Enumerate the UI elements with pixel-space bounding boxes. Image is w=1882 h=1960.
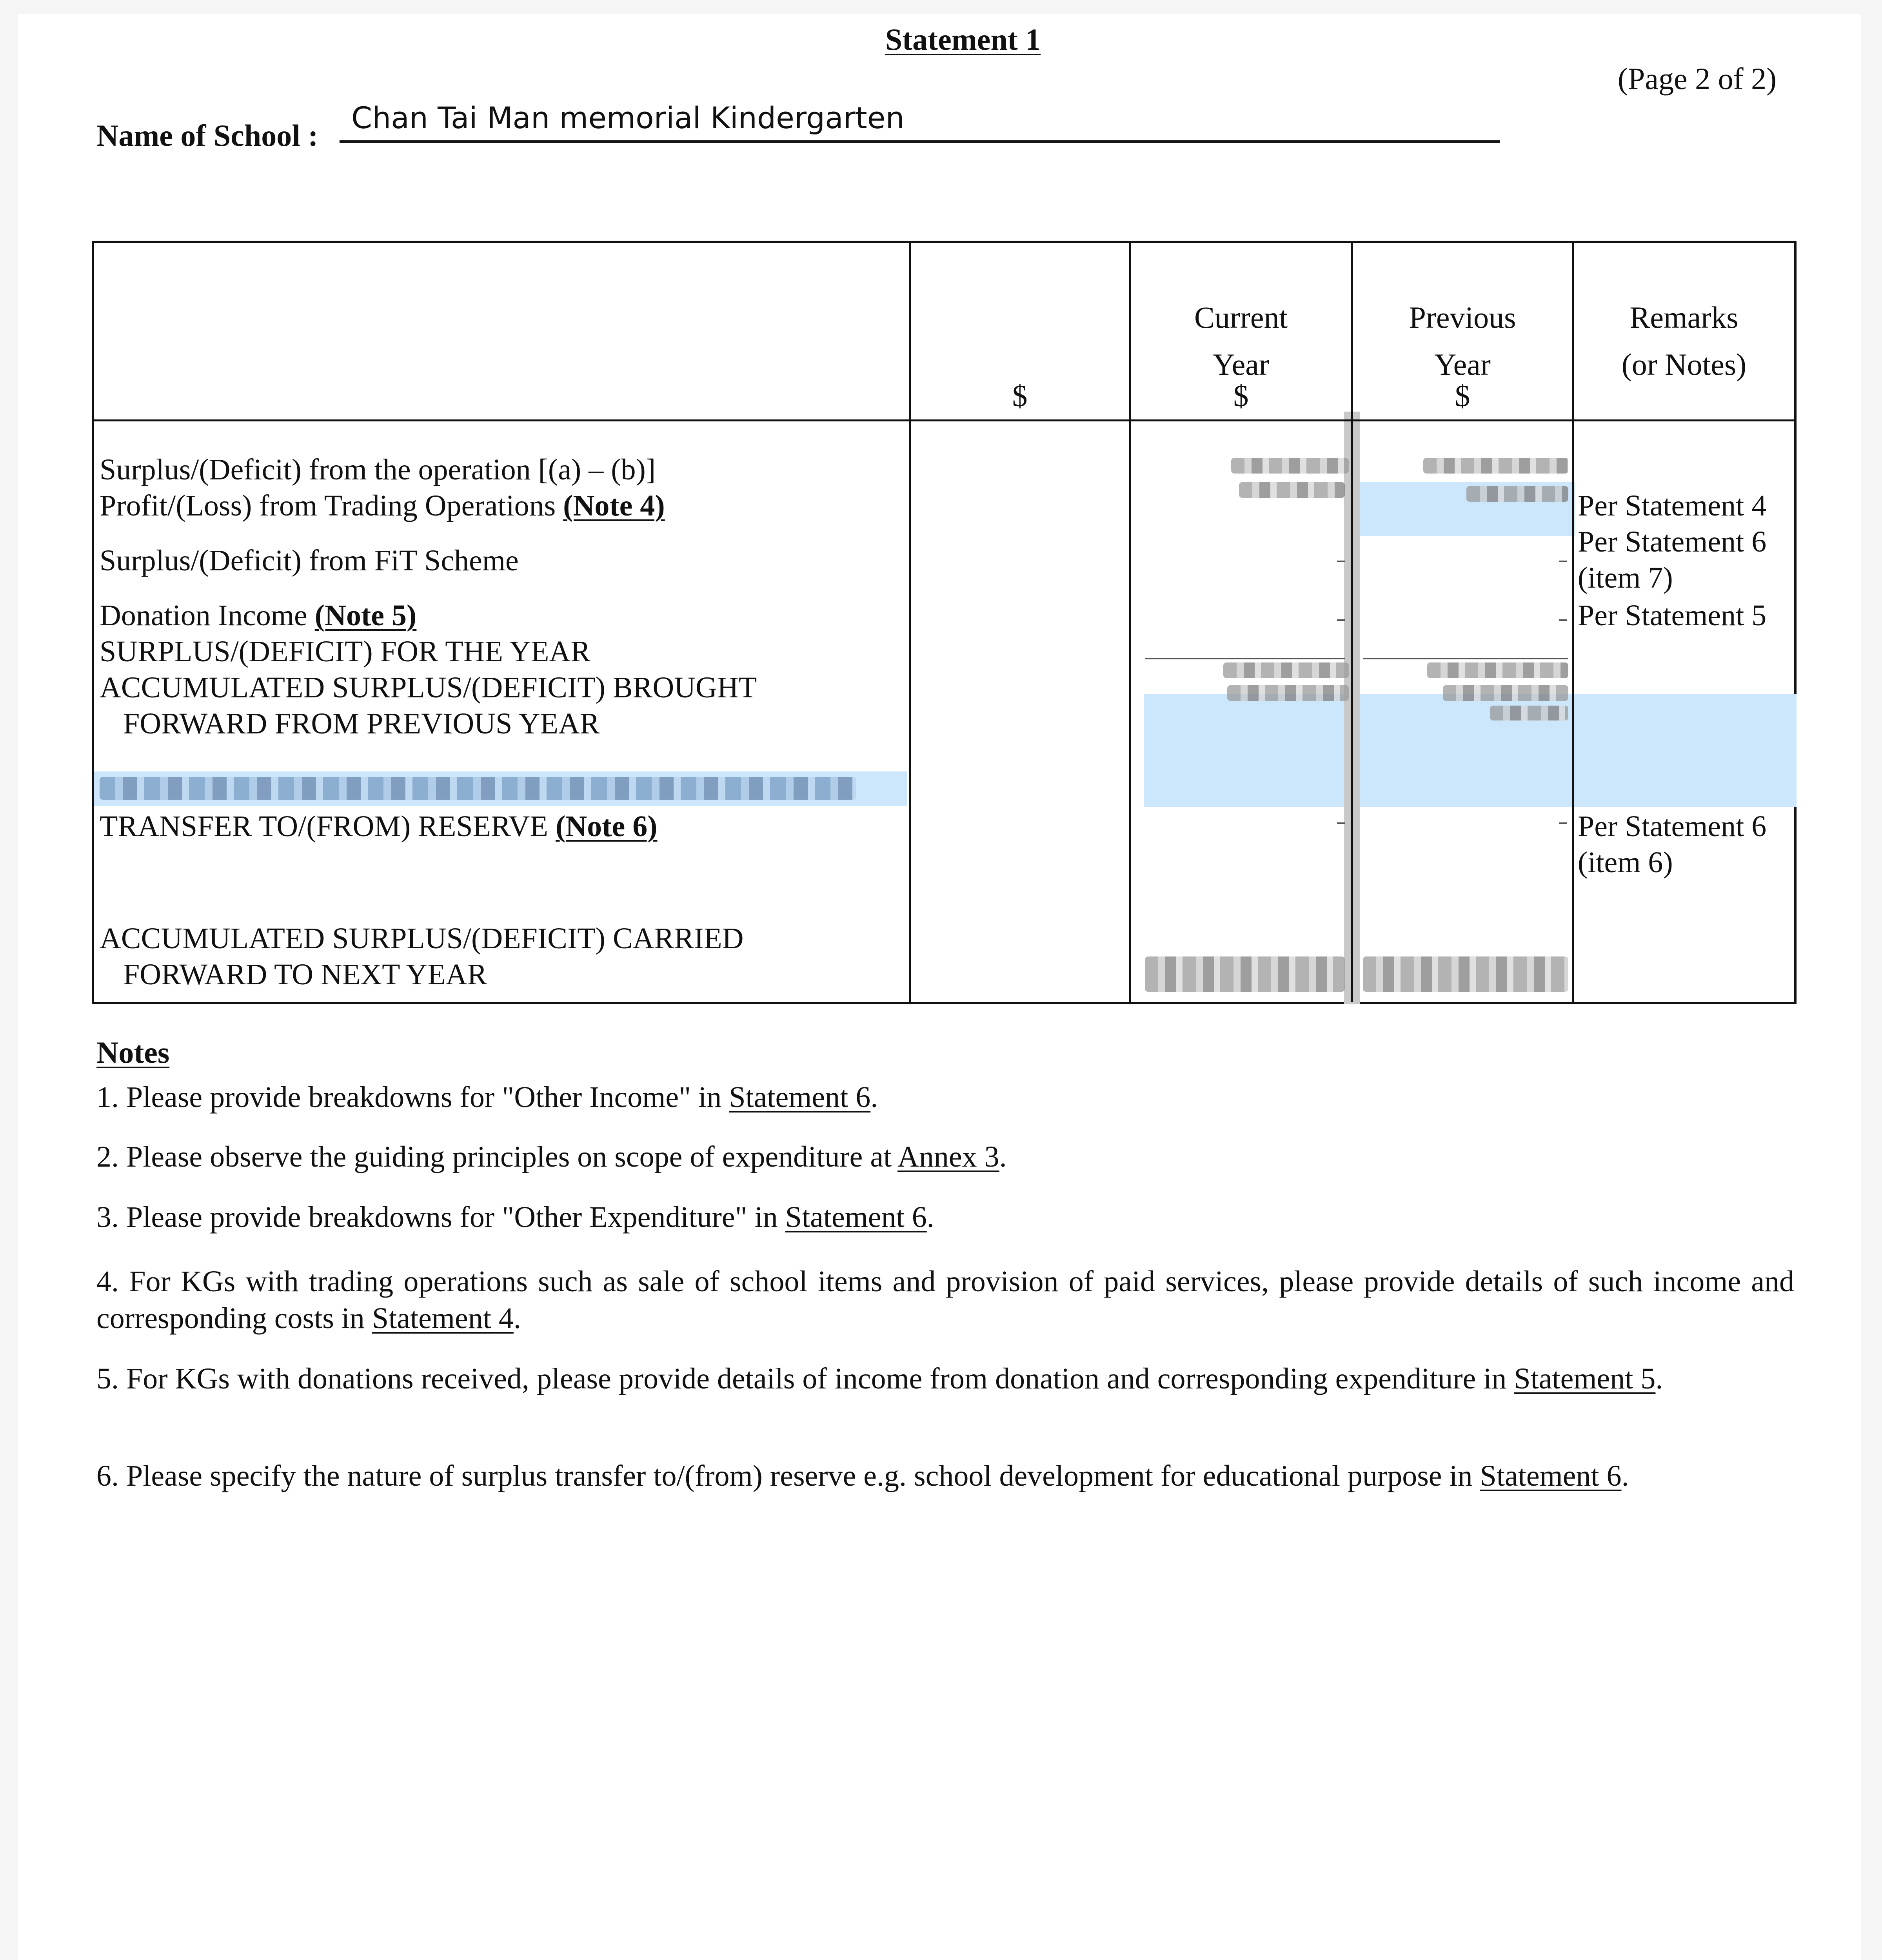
statement-title: Statement 1: [885, 22, 1041, 56]
current-year-header-line1: Current: [1194, 300, 1288, 334]
row-fit-scheme: Surplus/(Deficit) from FiT Scheme: [100, 544, 519, 577]
remark-trading: Per Statement 4: [1578, 489, 1767, 522]
previous-year-header-line1: Previous: [1409, 300, 1516, 334]
current-year-currency: $: [1233, 379, 1249, 413]
row-accumulated-cf-line1: ACCUMULATED SURPLUS/(DEFICIT) CARRIED: [100, 922, 744, 955]
row-donation-income: [100, 597, 416, 633]
dash-current-fit: [1337, 561, 1345, 562]
note-6-statement-link[interactable]: Statement 6: [1480, 1459, 1622, 1492]
dash-previous-donation: [1559, 619, 1567, 621]
remark-transfer-line1: Per Statement 6: [1578, 810, 1767, 843]
redacted-current-surplus-year: [1223, 662, 1349, 678]
note-2-text: 2. Please observe the guiding principles on scope of expenditure at: [96, 1140, 898, 1173]
subtotal-line-current: [1145, 658, 1345, 659]
donation-label: Donation Income: [100, 599, 315, 632]
note-3: [96, 1199, 1794, 1236]
redacted-current-accumulated-cf: [1145, 956, 1345, 992]
note-6-end: .: [1621, 1459, 1629, 1492]
school-name-underline: [340, 140, 1500, 143]
note-3-statement-link[interactable]: Statement 6: [785, 1201, 927, 1234]
previous-year-header-line2: Year: [1434, 347, 1491, 381]
row-surplus-year: SURPLUS/(DEFICIT) FOR THE YEAR: [100, 635, 590, 668]
document-sheet: [18, 14, 1861, 1960]
remark-fit-line2: (item 7): [1578, 561, 1673, 594]
donation-note-ref: (Note 5): [314, 599, 417, 632]
row-surplus-operation: Surplus/(Deficit) from the operation [(a) – (b)]: [100, 453, 656, 486]
amount-column-header: $: [1012, 379, 1028, 413]
redacted-previous-accumulated-bf-2: [1490, 706, 1568, 720]
row-trading-operations: [100, 488, 665, 524]
remarks-header-line1: Remarks: [1629, 300, 1738, 334]
note-1-text: 1. Please provide breakdowns for "Other Income" in: [96, 1081, 729, 1114]
note-5-end: .: [1655, 1362, 1663, 1395]
notes-title: Notes: [96, 1035, 170, 1069]
note-3-end: .: [926, 1201, 934, 1234]
column-divider-1: [909, 243, 911, 1002]
note-1: [96, 1079, 1794, 1116]
redacted-current-surplus-operation: [1231, 458, 1349, 474]
subtotal-line-previous: [1363, 658, 1568, 659]
note-6-text: 6. Please specify the nature of surplus transfer to/(from) reserve e.g. school development for educational purpose in: [96, 1459, 1480, 1492]
row-accumulated-bf-line2: FORWARD FROM PREVIOUS YEAR: [123, 707, 600, 740]
current-year-header-line2: Year: [1213, 347, 1269, 381]
redacted-hidden-row-label: [100, 777, 856, 800]
page-indicator: (Page 2 of 2): [1618, 62, 1777, 96]
note-5: [96, 1360, 1794, 1397]
note-5-text: 5. For KGs with donations received, please provide details of income from donation and corresponding expenditure in: [96, 1362, 1514, 1395]
dash-current-transfer: [1337, 822, 1345, 824]
remarks-header-line2: (or Notes): [1621, 347, 1747, 381]
school-name-value: Chan Tai Man memorial Kindergarten: [351, 100, 905, 135]
remark-transfer-line2: (item 6): [1578, 846, 1673, 879]
note-2: [96, 1138, 1794, 1175]
row-accumulated-cf-line2: FORWARD TO NEXT YEAR: [123, 958, 487, 991]
note-2-end: .: [999, 1140, 1007, 1173]
note-1-end: .: [870, 1081, 878, 1114]
note-4: [96, 1263, 1794, 1337]
remark-fit-line1: Per Statement 6: [1578, 525, 1767, 558]
trading-label: Profit/(Loss) from Trading Operations: [100, 489, 563, 522]
financial-table: [92, 241, 1797, 1004]
redacted-previous-surplus-year: [1427, 662, 1568, 678]
note-6: [96, 1457, 1794, 1494]
remark-donation: Per Statement 5: [1578, 599, 1767, 632]
dash-current-donation: [1337, 619, 1345, 621]
trading-note-ref: (Note 4): [563, 489, 665, 522]
note-4-text: 4. For KGs with trading operations such as sale of school items and provision of paid services, please provide details of such income and corresponding costs in: [96, 1265, 1794, 1335]
row-transfer-reserve: [100, 808, 658, 844]
previous-year-currency: $: [1455, 379, 1470, 413]
redacted-previous-accumulated-cf: [1363, 956, 1568, 992]
redacted-current-accumulated-bf: [1227, 685, 1349, 701]
dash-previous-fit: [1559, 561, 1567, 562]
row-accumulated-bf-line1: ACCUMULATED SURPLUS/(DEFICIT) BROUGHT: [100, 671, 757, 704]
note-2-annex-link[interactable]: Annex 3: [897, 1140, 999, 1173]
transfer-note-ref: (Note 6): [555, 810, 658, 843]
dash-previous-transfer: [1559, 822, 1567, 824]
transfer-label: TRANSFER TO/(FROM) RESERVE: [100, 810, 556, 843]
note-1-statement-link[interactable]: Statement 6: [729, 1081, 871, 1114]
redacted-previous-accumulated-bf: [1443, 685, 1568, 701]
redacted-previous-trading: [1466, 486, 1568, 502]
highlight-accumulated-bf: [1144, 694, 1797, 807]
note-4-statement-link[interactable]: Statement 4: [372, 1302, 514, 1335]
redacted-current-trading: [1239, 482, 1345, 498]
redacted-previous-surplus-operation: [1423, 458, 1568, 474]
header-divider: [94, 419, 1794, 421]
note-5-statement-link[interactable]: Statement 5: [1514, 1362, 1656, 1395]
school-name-label: Name of School :: [96, 118, 318, 152]
note-4-end: .: [513, 1302, 521, 1335]
note-3-text: 3. Please provide breakdowns for "Other Expenditure" in: [96, 1201, 785, 1234]
